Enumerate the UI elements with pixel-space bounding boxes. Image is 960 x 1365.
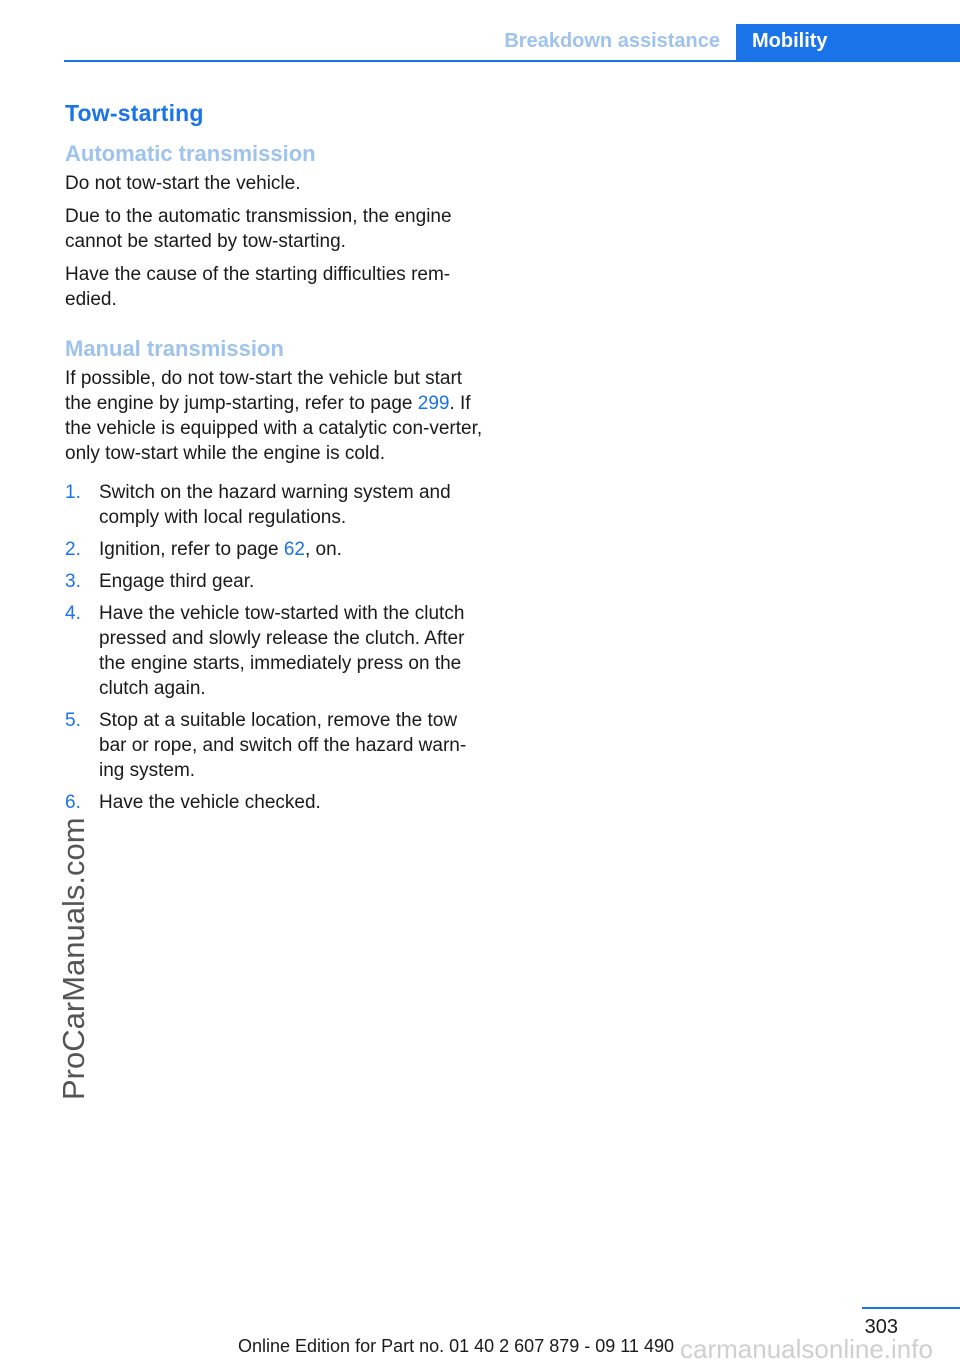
page-title: Tow-starting	[65, 100, 204, 126]
step-text: Have the vehicle tow-started with the clutch pressed and slowly release the clutch. After the engine starts, immediately press on the clutch again.	[99, 603, 465, 699]
step-number: 4.	[65, 603, 81, 624]
page-link-62[interactable]: 62	[283, 539, 305, 560]
edition-note: Online Edition for Part no. 01 40 2 607 879 - 09 11 490	[238, 1336, 674, 1356]
step-text: Engage third gear.	[99, 571, 255, 592]
step-number: 3.	[65, 571, 81, 592]
step-text: , on.	[304, 539, 342, 560]
watermark-carmanualsonline: carmanualsonline.info	[680, 1334, 933, 1364]
text: If possible, do not tow-start the vehicle but start the engine by jump-starting, refer to page	[65, 368, 463, 414]
step-number: 6.	[65, 792, 81, 813]
paragraph: Due to the automatic transmission, the engine cannot be started by tow-starting.	[65, 206, 452, 252]
list-item	[65, 569, 485, 594]
step-text: Stop at a suitable location, remove the tow bar or rope, and switch off the hazard warn-ing system.	[99, 710, 467, 781]
paragraph: Have the cause of the starting difficulties rem-edied.	[65, 264, 451, 310]
list-item	[65, 480, 485, 530]
page-number: 303	[864, 1316, 898, 1338]
heading-manual-transmission: Manual transmission	[65, 336, 284, 361]
page-link-299[interactable]: 299	[417, 393, 450, 414]
header-divider	[64, 60, 960, 62]
list-item	[65, 708, 485, 783]
text: . If the vehicle is equipped with a catalytic con-verter, only tow-start while the engine is cold.	[65, 393, 483, 464]
list-item	[65, 537, 485, 562]
breadcrumb[interactable]: Breakdown assistance	[504, 30, 720, 52]
paragraph-jump-start	[65, 366, 485, 466]
heading-automatic-transmission: Automatic transmission	[65, 141, 316, 166]
section-tab-mobility[interactable]: Mobility	[736, 24, 960, 62]
list-item	[65, 790, 485, 815]
page-header	[0, 0, 960, 62]
paragraph: Do not tow-start the vehicle.	[65, 173, 301, 194]
steps-list	[65, 480, 485, 815]
step-text: Switch on the hazard warning system and comply with local regulations.	[99, 482, 451, 528]
list-item	[65, 601, 485, 701]
step-number: 5.	[65, 710, 81, 731]
step-text: Have the vehicle checked.	[99, 792, 321, 813]
step-number: 1.	[65, 482, 81, 503]
step-number: 2.	[65, 539, 81, 560]
main-content	[65, 100, 485, 822]
watermark-procarmanuals: ProCarManuals.com	[56, 817, 91, 1100]
footer-divider	[862, 1307, 960, 1309]
step-text: Ignition, refer to page	[99, 539, 284, 560]
